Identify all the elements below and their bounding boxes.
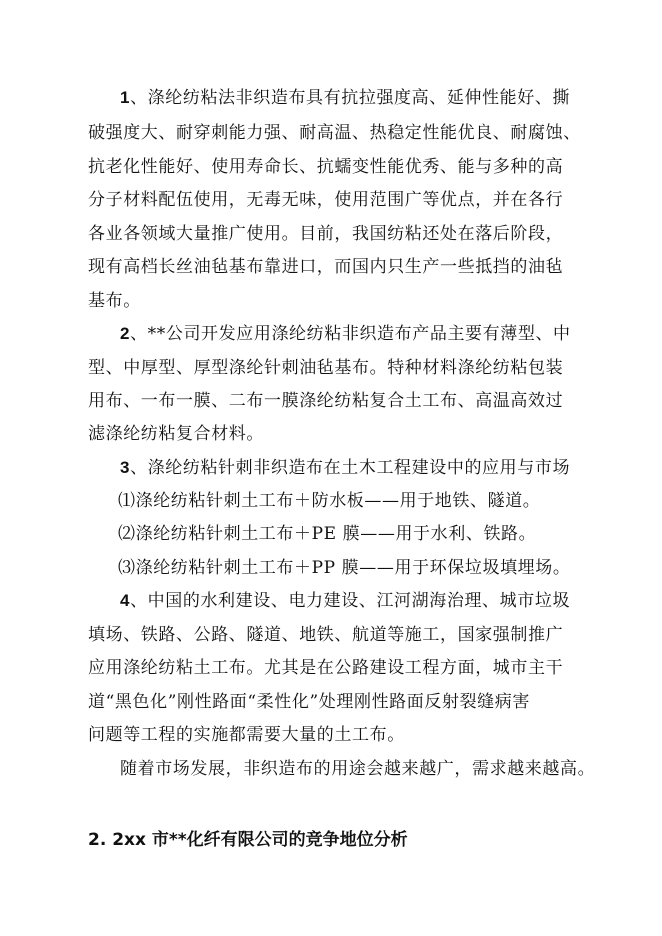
- paragraph-2-line-4: 滤涤纶纺粘复合材料。: [88, 424, 264, 444]
- paragraph-4-line-4: 道“黑色化”刚性路面“柔性化”处理刚性路面反射裂缝病害: [88, 692, 530, 712]
- section-heading: 2. 2xx 市**化纤有限公司的竞争地位分析: [88, 830, 408, 850]
- paragraph-2-text: 、**公司开发应用涤纶纺粘非织造布产品主要有薄型、中: [130, 324, 571, 344]
- paragraph-3-item-3: ⑶涤纶纺粘针刺土工布＋PP 膜——用于环保垃圾填埋场。: [118, 558, 571, 578]
- paragraph-2-line-3: 用布、一布一膜、二布一膜涤纶纺粘复合土工布、高温高效过: [88, 391, 564, 411]
- paragraph-4-line-1: [120, 589, 570, 613]
- paragraph-1-line-7: 基布。: [88, 291, 141, 311]
- paragraph-4-line-5: 问题等工程的实施都需要大量的土工布。: [88, 725, 405, 745]
- paragraph-1-text: 、涤纶纺粘法非织造布具有抗拉强度高、延伸性能好、撕: [130, 88, 571, 108]
- paragraph-1-line-1: [120, 86, 570, 110]
- paragraph-4-line-3: 应用涤纶纺粘土工布。尤其是在公路建设工程方面，城市主干: [88, 658, 564, 678]
- paragraph-2-line-2: 型、中厚型、厚型涤纶针刺油毡基布。特种材料涤纶纺粘包装: [88, 358, 564, 378]
- paragraph-1-line-2: 破强度大、耐穿刺能力强、耐高温、热稳定性能优良、耐腐蚀、: [88, 123, 581, 143]
- paragraph-1-number: 1: [120, 88, 131, 107]
- paragraph-2-line-1: [120, 322, 571, 346]
- closing-sentence: 随着市场发展，非织造布的用途会越来越广，需求越来越高。: [120, 759, 596, 779]
- paragraph-1-line-6: 现有高档长丝油毡基布靠进口，而国内只生产一些抵挡的油毡: [88, 257, 564, 277]
- paragraph-1-line-3: 抗老化性能好、使用寿命长、抗蠕变性能优秀、能与多种的高: [88, 157, 564, 177]
- paragraph-1-line-4: 分子材料配伍使用，无毒无味，使用范围广等优点，并在各行: [88, 190, 564, 210]
- paragraph-3-item-2: ⑵涤纶纺粘针刺土工布＋PE 膜——用于水利、铁路。: [118, 524, 537, 544]
- paragraph-2-number: 2: [120, 324, 131, 343]
- paragraph-4-line-2: 填场、铁路、公路、隧道、地铁、航道等施工，国家强制推广: [88, 625, 564, 645]
- paragraph-4-text: 、中国的水利建设、电力建设、江河湖海治理、城市垃圾: [130, 591, 571, 611]
- paragraph-1-line-5: 各业各领域大量推广使用。目前，我国纺粘还处在落后阶段，: [88, 224, 564, 244]
- paragraph-3-line-1: [120, 456, 570, 480]
- paragraph-4-number: 4: [120, 591, 131, 610]
- paragraph-3-item-1: ⑴涤纶纺粘针刺土工布＋防水板——用于地铁、隧道。: [118, 491, 541, 511]
- paragraph-3-number: 3: [120, 458, 131, 477]
- paragraph-3-heading: 、涤纶纺粘针刺非织造布在土木工程建设中的应用与市场: [130, 458, 571, 478]
